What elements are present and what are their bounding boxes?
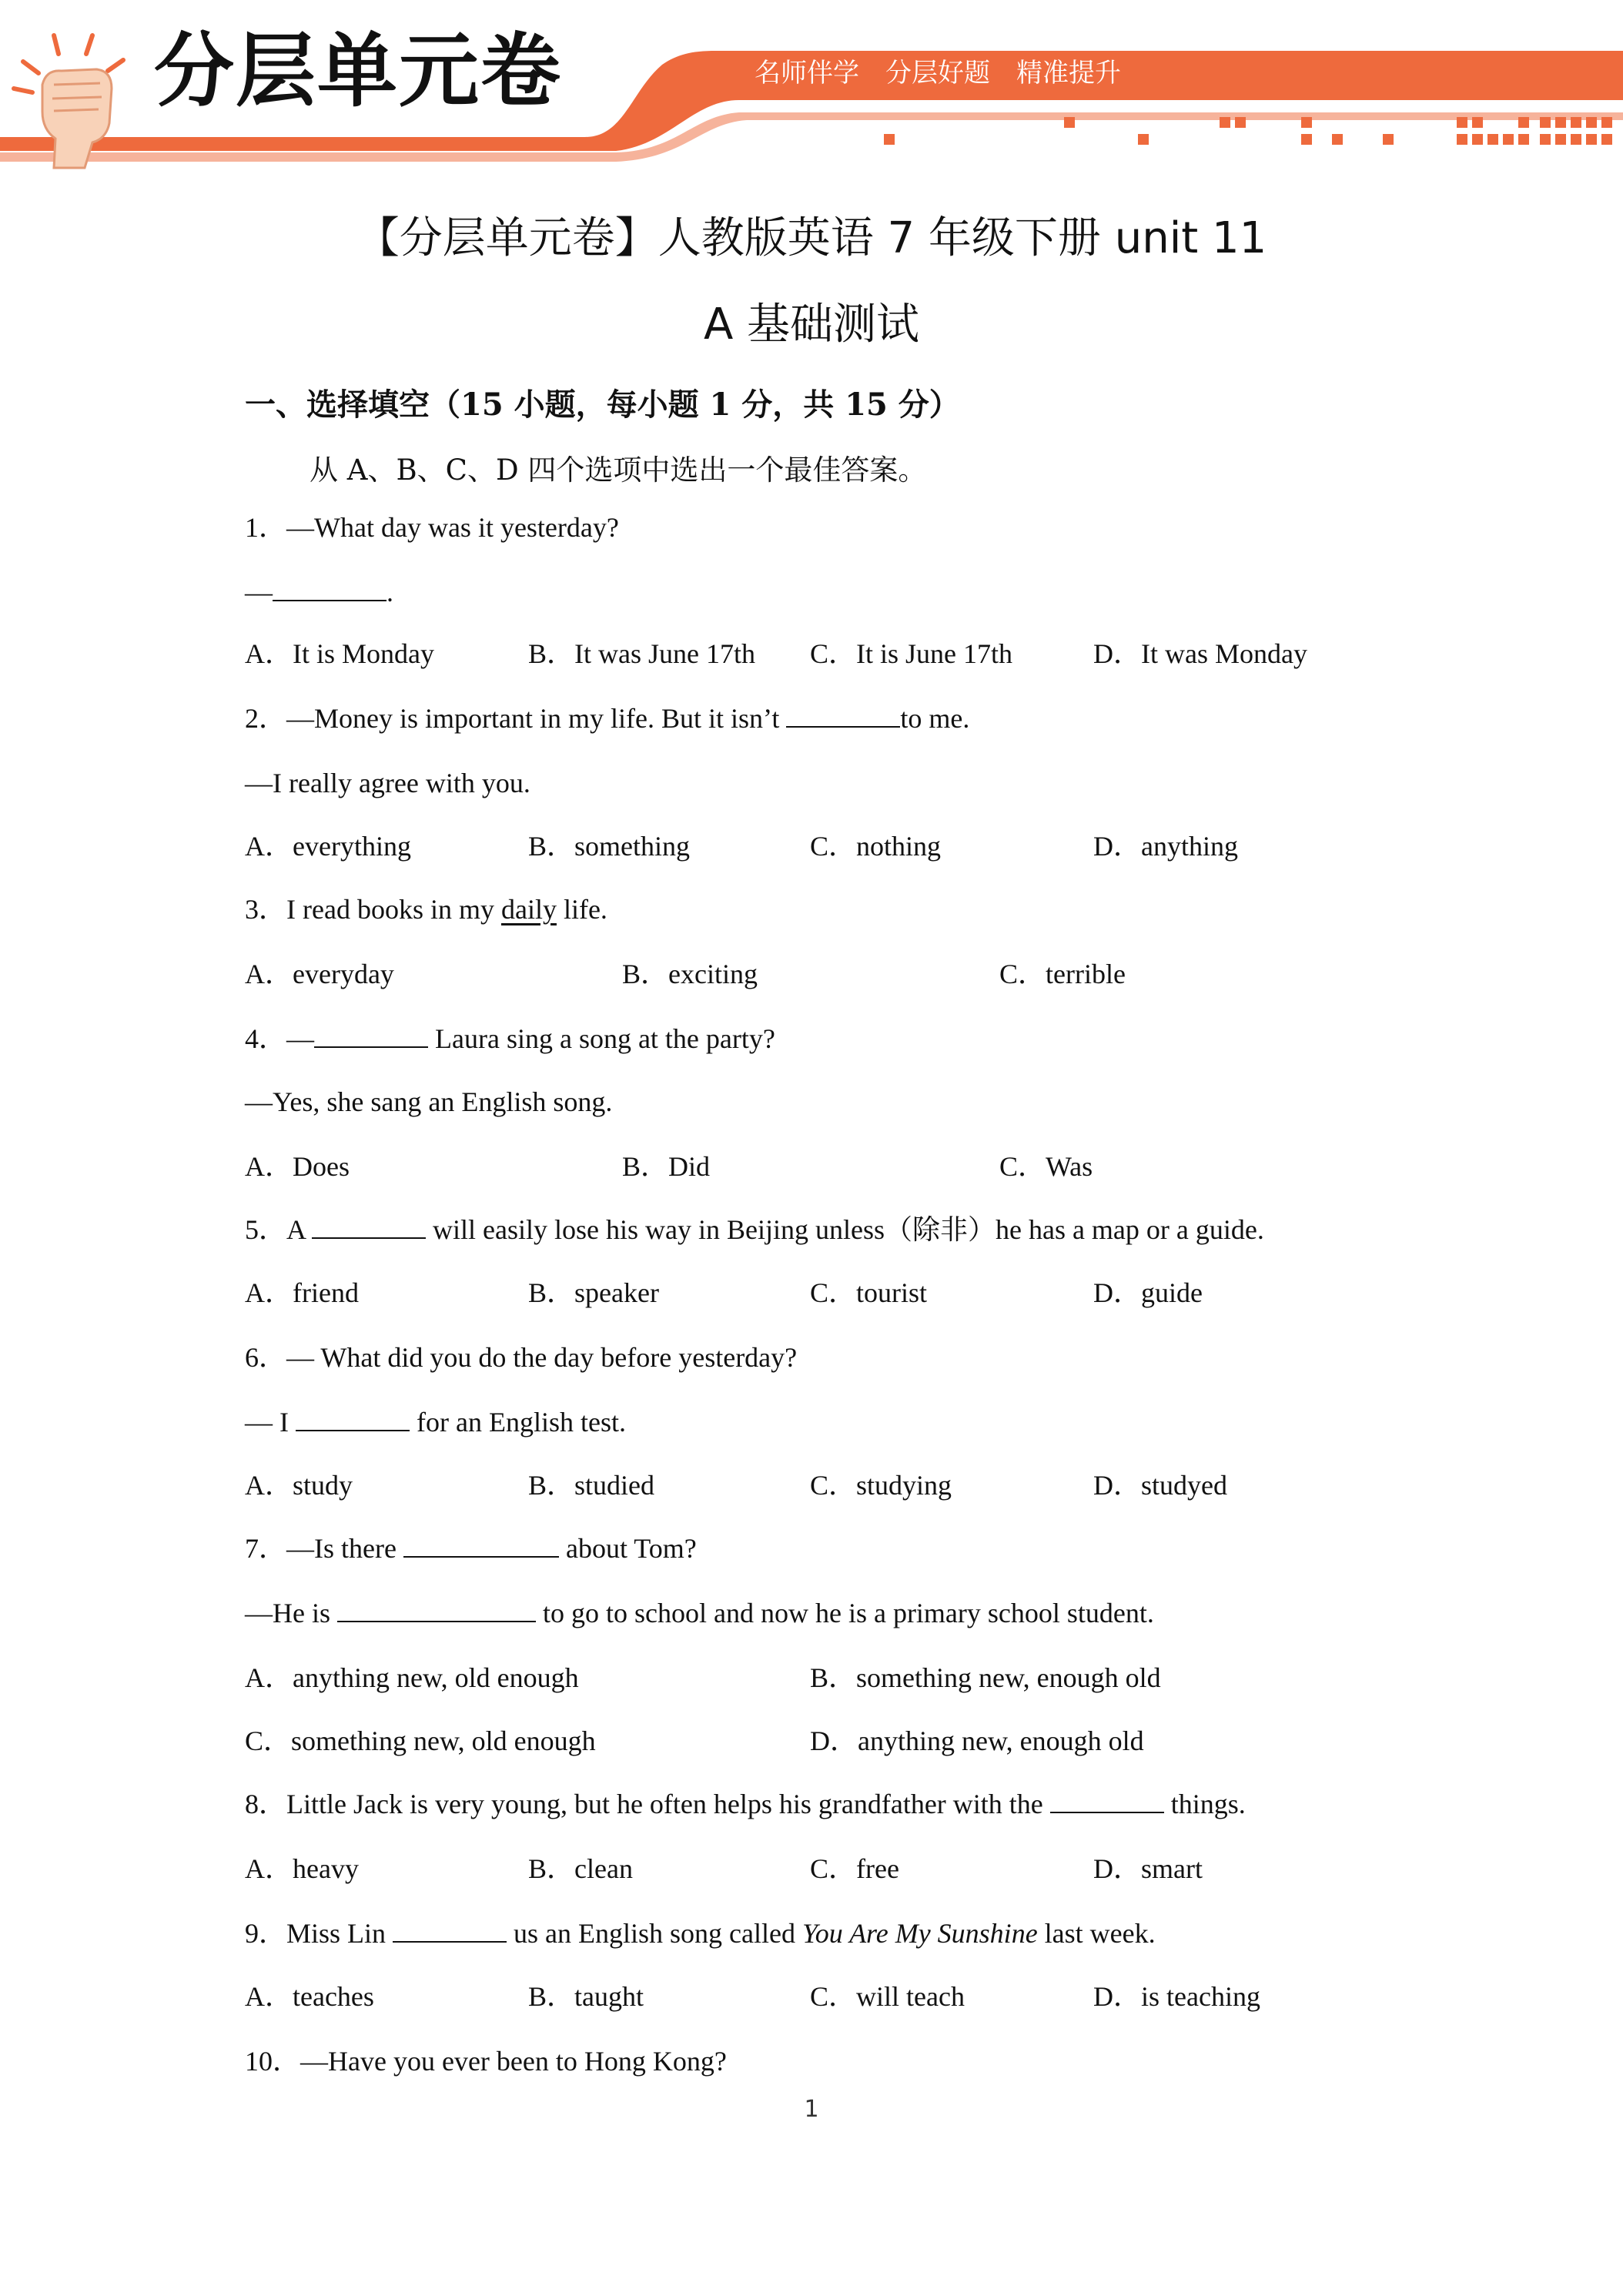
header-banner [0,0,1623,177]
brand-logo-text: 分层单元卷 [154,24,563,118]
slogan-item: 分层好题 [885,58,990,89]
question-5-option-c[interactable]: C．tourist [810,1277,928,1308]
question-3-option-b[interactable]: B．exciting [622,959,758,989]
question-4-option-a[interactable]: A．Does [245,1151,350,1182]
question-4-option-c[interactable]: C．Was [999,1151,1093,1182]
question-1-stem: 1．—What day was it yesterday? [245,512,619,543]
answer-blank [786,703,900,728]
question-7-stem: 7．—Is there about Tom? [245,1533,697,1564]
slogan-item: 名师伴学 [755,58,859,89]
question-7-option-a[interactable]: A．anything new, old enough [245,1662,579,1693]
pixel-decoration [0,0,1623,177]
question-5-option-b[interactable]: B．speaker [528,1277,659,1308]
question-2-option-c[interactable]: C．nothing [810,831,942,862]
question-6-option-c[interactable]: C．studying [810,1470,952,1501]
question-9-option-b[interactable]: B．taught [528,1981,644,2012]
answer-blank [337,1598,536,1622]
question-8-option-b[interactable]: B．clean [528,1853,633,1884]
question-4-reply: —Yes, she sang an English song. [245,1086,613,1117]
question-8-option-a[interactable]: A．heavy [245,1853,359,1884]
question-6-stem: 6．— What did you do the day before yesterday? [245,1342,798,1373]
question-3-stem: 3．I read books in my daily life. [245,894,607,925]
answer-blank [314,1023,428,1048]
question-1-option-a[interactable]: A．It is Monday [245,638,434,669]
question-6-option-a[interactable]: A．study [245,1470,353,1501]
answer-blank [296,1407,410,1431]
answer-blank [273,577,387,601]
question-3-option-a[interactable]: A．everyday [245,959,394,989]
question-8-option-d[interactable]: D．smart [1093,1853,1203,1884]
question-5-option-d[interactable]: D．guide [1093,1277,1203,1308]
question-9-stem: 9．Miss Lin us an English song called You Are My Sunshine last week. [245,1918,1156,1949]
question-4-stem: 4．— Laura sing a song at the party? [245,1023,775,1054]
question-7-option-c[interactable]: C．something new, old enough [245,1725,596,1756]
question-8-stem: 8．Little Jack is very young, but he often helps his grandfather with the things. [245,1789,1246,1819]
question-1-option-d[interactable]: D．It was Monday [1093,638,1307,669]
question-6-option-d[interactable]: D．studyed [1093,1470,1227,1501]
section-instruction: 从 A、B、C、D 四个选项中选出一个最佳答案。 [310,454,927,487]
question-8-option-c[interactable]: C．free [810,1853,899,1884]
answer-blank [393,1918,507,1943]
question-5-stem: 5．A will easily lose his way in Beijing unless（除非）he has a map or a guide. [245,1214,1264,1245]
page-number: 1 [804,2096,819,2123]
slogan-item: 精准提升 [1016,58,1121,89]
answer-blank [1050,1789,1164,1813]
question-5-option-a[interactable]: A．friend [245,1277,359,1308]
question-1-option-c[interactable]: C．It is June 17th [810,638,1013,669]
question-7-answer-line: —He is to go to school and now he is a primary school student. [245,1598,1154,1628]
question-3-option-c[interactable]: C．terrible [999,959,1126,989]
question-7-option-d[interactable]: D．anything new, enough old [810,1725,1144,1756]
question-9-option-c[interactable]: C．will teach [810,1981,965,2012]
answer-blank [403,1533,559,1558]
question-7-option-b[interactable]: B．something new, enough old [810,1662,1161,1693]
question-1-option-b[interactable]: B．It was June 17th [528,638,755,669]
question-10-stem: 10．—Have you ever been to Hong Kong? [245,2046,727,2077]
question-6-option-b[interactable]: B．studied [528,1470,655,1501]
question-9-option-a[interactable]: A．teaches [245,1981,374,2012]
question-1-answer-line: — . [245,577,393,607]
answer-blank [312,1214,426,1239]
page-subtitle: A 基础测试 [703,300,920,350]
page-title: 【分层单元卷】人教版英语 7 年级下册 unit 11 [356,213,1267,263]
question-9-option-d[interactable]: D．is teaching [1093,1981,1260,2012]
question-2-option-b[interactable]: B．something [528,831,691,862]
question-2-option-d[interactable]: D．anything [1093,831,1238,862]
section-heading: 一、选择填空（15 小题，每小题 1 分，共 15 分） [245,387,960,423]
question-6-answer-line: — I for an English test. [245,1407,626,1438]
question-2-stem: 2．—Money is important in my life. But it isn’t to me. [245,703,970,734]
question-2-option-a[interactable]: A．everything [245,831,411,862]
question-4-option-b[interactable]: B．Did [622,1151,711,1182]
question-2-reply: —I really agree with you. [245,768,530,798]
